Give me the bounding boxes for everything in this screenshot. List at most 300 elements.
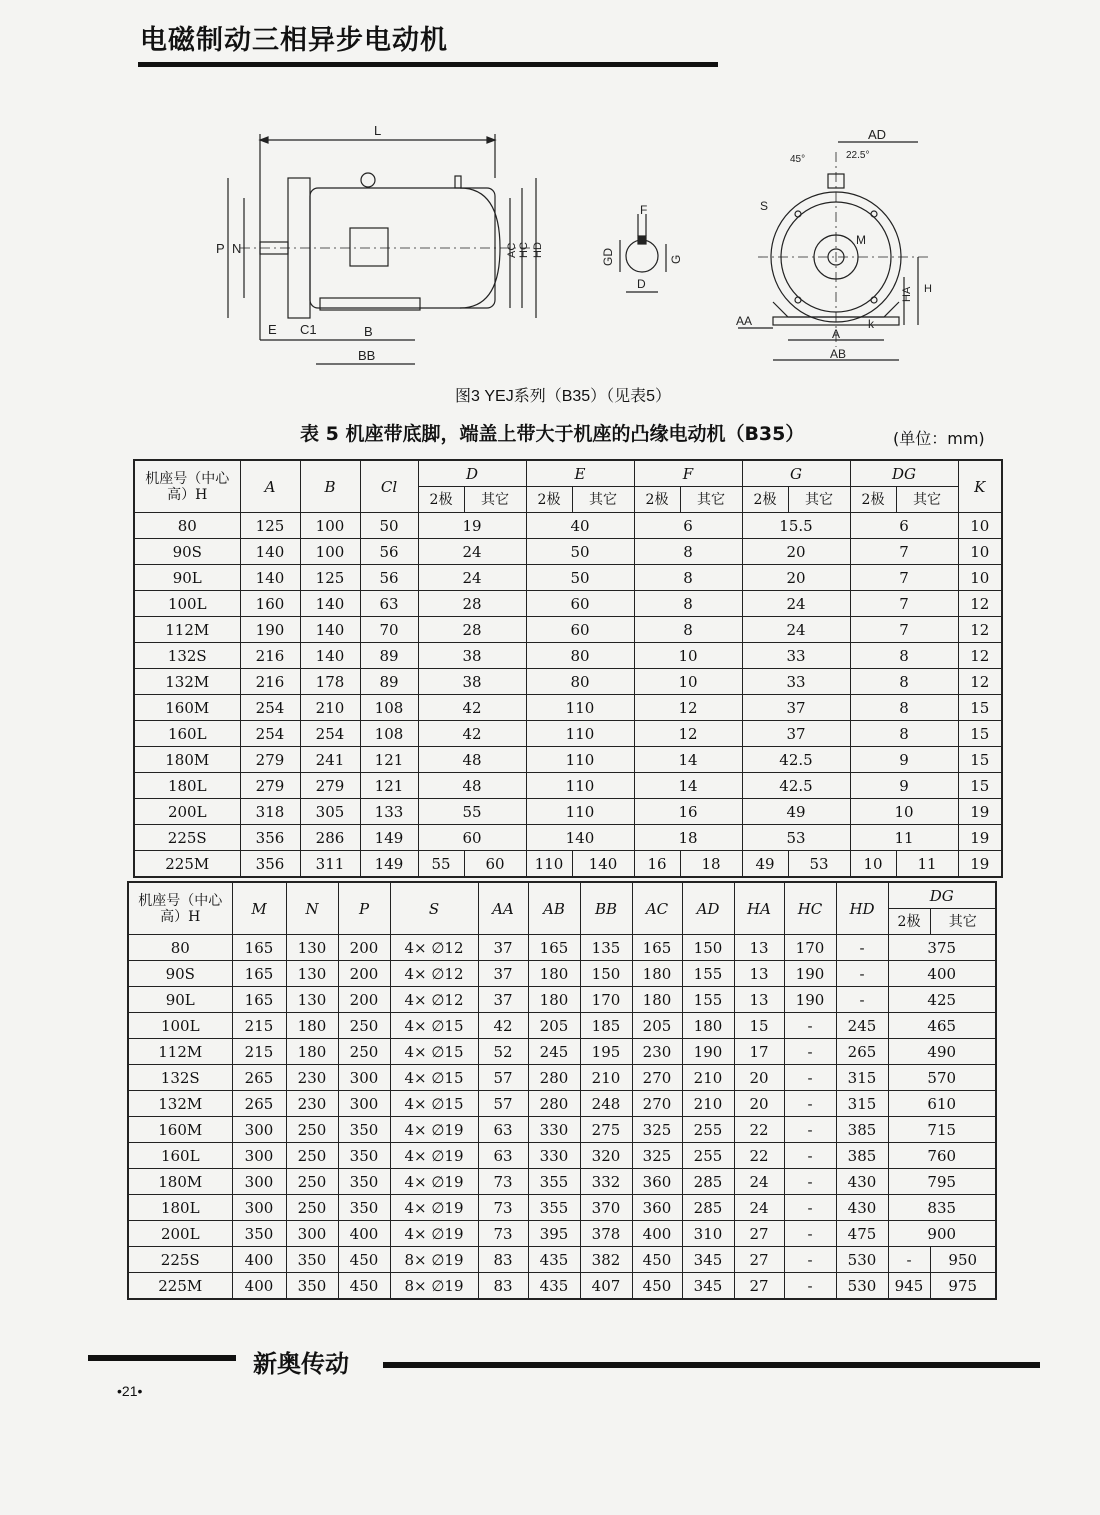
table-cell: 945 [888, 1273, 930, 1300]
table-cell: 356 [240, 851, 300, 878]
table-cell: - [784, 1117, 836, 1143]
table-cell: 350 [286, 1247, 338, 1273]
table-cell: 315 [836, 1091, 888, 1117]
table-cell: 311 [300, 851, 360, 878]
table-cell: - [784, 1039, 836, 1065]
table-cell: 180 [682, 1013, 734, 1039]
table-cell: 254 [240, 695, 300, 721]
col-P: P [338, 882, 390, 935]
table-cell: 6 [850, 513, 958, 539]
table-cell: 190 [240, 617, 300, 643]
unit-label: (单位：mm) [893, 429, 985, 448]
table-cell: 300 [286, 1221, 338, 1247]
table-cell: 27 [734, 1221, 784, 1247]
table-cell: 200 [338, 987, 390, 1013]
table-row [134, 565, 1002, 591]
table-cell: 12 [958, 643, 1002, 669]
table-cell: 265 [836, 1039, 888, 1065]
col-A: A [240, 460, 300, 513]
table-cell: 73 [478, 1195, 528, 1221]
table-row [134, 747, 1002, 773]
table-cell: 285 [682, 1169, 734, 1195]
table-cell: 385 [836, 1143, 888, 1169]
table-cell: 9 [850, 747, 958, 773]
table-cell: 275 [580, 1117, 632, 1143]
dim-G: G [669, 254, 683, 264]
table-row [134, 851, 1002, 878]
col-M: M [232, 882, 286, 935]
table-cell: 112M [134, 617, 240, 643]
table-cell: 160L [128, 1143, 232, 1169]
table-cell: 140 [240, 539, 300, 565]
table-cell: 17 [734, 1039, 784, 1065]
table-cell: 52 [478, 1039, 528, 1065]
table-cell: 19 [418, 513, 526, 539]
table-cell: 400 [888, 961, 996, 987]
side-view-drawing [200, 118, 570, 378]
table-cell: 10 [850, 799, 958, 825]
table-cell: 370 [580, 1195, 632, 1221]
table-cell: 20 [734, 1065, 784, 1091]
table-row [128, 1273, 996, 1300]
table-cell: 60 [526, 617, 634, 643]
table-row [128, 1169, 996, 1195]
table-cell: 160M [134, 695, 240, 721]
table-cell: 80 [128, 935, 232, 961]
table-cell: 200 [338, 935, 390, 961]
table-cell: 18 [680, 851, 742, 878]
table-cell: - [784, 1169, 836, 1195]
dim-M: M [856, 233, 866, 247]
front-view-drawing [728, 122, 958, 372]
table-cell: 12 [634, 721, 742, 747]
table-cell: 140 [240, 565, 300, 591]
table-cell: 100L [128, 1013, 232, 1039]
table-cell: 200L [134, 799, 240, 825]
table-cell: 250 [286, 1195, 338, 1221]
table-cell: 285 [682, 1195, 734, 1221]
table-row [128, 1091, 996, 1117]
table-cell: 407 [580, 1273, 632, 1300]
sub-other: 其它 [572, 487, 634, 513]
table-title: 表 5 机座带底脚，端盖上带大于机座的凸缘电动机（B35） [300, 423, 805, 445]
table-cell: 760 [888, 1143, 996, 1169]
table-row [134, 513, 1002, 539]
table-cell: 60 [526, 591, 634, 617]
sub-other: 其它 [930, 909, 996, 935]
table-cell: 70 [360, 617, 418, 643]
table-cell: 12 [958, 591, 1002, 617]
table-cell: 132M [134, 669, 240, 695]
table-cell: 835 [888, 1195, 996, 1221]
table-cell: 132S [128, 1065, 232, 1091]
table-cell: 24 [742, 617, 850, 643]
table-cell: 165 [232, 987, 286, 1013]
table-row [134, 721, 1002, 747]
table-cell: 180 [286, 1013, 338, 1039]
table-cell: 210 [300, 695, 360, 721]
table-cell: 180 [528, 961, 580, 987]
table-row [134, 539, 1002, 565]
table-cell: 90L [128, 987, 232, 1013]
table-cell: 205 [528, 1013, 580, 1039]
table-row [134, 825, 1002, 851]
table-cell: 250 [286, 1169, 338, 1195]
table-cell: 490 [888, 1039, 996, 1065]
table-cell: 350 [338, 1195, 390, 1221]
table-cell: 20 [742, 539, 850, 565]
table-cell: 265 [232, 1091, 286, 1117]
dim-C1: C1 [300, 322, 317, 337]
table-row [134, 695, 1002, 721]
table-cell: 48 [418, 773, 526, 799]
table-cell: 330 [528, 1143, 580, 1169]
table-cell: 63 [478, 1143, 528, 1169]
table-cell: 7 [850, 617, 958, 643]
table-cell: 16 [634, 851, 680, 878]
sub-2pole: 2极 [634, 487, 680, 513]
table-row [128, 1013, 996, 1039]
table-cell: 53 [788, 851, 850, 878]
table-cell: 135 [580, 935, 632, 961]
table-cell: 24 [418, 539, 526, 565]
table-cell: 37 [478, 961, 528, 987]
table-cell: 8× ∅19 [390, 1247, 478, 1273]
table-cell: 130 [286, 987, 338, 1013]
table-row [134, 669, 1002, 695]
table-cell: 7 [850, 591, 958, 617]
table-cell: 4× ∅15 [390, 1039, 478, 1065]
figure-caption: 图3 YEJ系列（B35）（见表5） [455, 388, 672, 405]
table-cell: 108 [360, 721, 418, 747]
table-cell: 900 [888, 1221, 996, 1247]
table-cell: 42 [418, 721, 526, 747]
table-cell: 150 [682, 935, 734, 961]
table-cell: 9 [850, 773, 958, 799]
table-cell: 4× ∅19 [390, 1195, 478, 1221]
table-cell: 28 [418, 591, 526, 617]
shaft-section-drawing [590, 200, 700, 300]
col-HD: HD [836, 882, 888, 935]
table-cell: 165 [232, 935, 286, 961]
table-cell: 245 [528, 1039, 580, 1065]
table-cell: 100 [300, 513, 360, 539]
table-cell: 350 [338, 1117, 390, 1143]
table-cell: 255 [682, 1117, 734, 1143]
table-row [128, 961, 996, 987]
table-cell: 355 [528, 1195, 580, 1221]
col-K: K [958, 460, 1002, 513]
table-cell: 4× ∅19 [390, 1221, 478, 1247]
table-cell: 950 [930, 1247, 996, 1273]
spec-table-2 [127, 881, 997, 1300]
table-cell: 279 [240, 773, 300, 799]
table-cell: 395 [528, 1221, 580, 1247]
angle-45: 45° [790, 154, 806, 165]
table-cell: 450 [338, 1273, 390, 1300]
table-cell: 180M [134, 747, 240, 773]
table-cell: 241 [300, 747, 360, 773]
table-cell: 210 [682, 1091, 734, 1117]
table-cell: 4× ∅19 [390, 1169, 478, 1195]
sub-2pole: 2极 [526, 487, 572, 513]
table-cell: 450 [338, 1247, 390, 1273]
table-cell: 286 [300, 825, 360, 851]
dim-HD: HD [532, 242, 544, 258]
table-cell: 80 [526, 669, 634, 695]
table-cell: 360 [632, 1169, 682, 1195]
table-cell: 400 [338, 1221, 390, 1247]
table-cell: 178 [300, 669, 360, 695]
footer-rule-right [383, 1362, 1040, 1368]
table-cell: 132M [128, 1091, 232, 1117]
table-cell: 56 [360, 565, 418, 591]
table-cell: 356 [240, 825, 300, 851]
dim-N: N [232, 241, 242, 256]
table-cell: 400 [232, 1273, 286, 1300]
dim-B: B [364, 324, 373, 339]
table-row [128, 1117, 996, 1143]
dim-E: E [268, 322, 277, 337]
table-cell: 350 [338, 1169, 390, 1195]
table-cell: 14 [634, 747, 742, 773]
table-cell: 121 [360, 773, 418, 799]
table-cell: 73 [478, 1169, 528, 1195]
table-cell: 975 [930, 1273, 996, 1300]
table-row [134, 643, 1002, 669]
table-cell: 215 [232, 1013, 286, 1039]
table-cell: 6 [634, 513, 742, 539]
table-cell: 7 [850, 539, 958, 565]
table-row [128, 1195, 996, 1221]
page-number: •21• [117, 1383, 143, 1399]
table-cell: 165 [232, 961, 286, 987]
table-cell: 28 [418, 617, 526, 643]
table-cell: 15.5 [742, 513, 850, 539]
table-cell: 24 [734, 1169, 784, 1195]
table-cell: 149 [360, 825, 418, 851]
sub-other: 其它 [680, 487, 742, 513]
col-C1: Cl [360, 460, 418, 513]
table-cell: 310 [682, 1221, 734, 1247]
table-cell: 4× ∅15 [390, 1013, 478, 1039]
dim-AB: AB [830, 347, 847, 361]
table-cell: 225S [128, 1247, 232, 1273]
table-cell: 190 [784, 961, 836, 987]
table-cell: 20 [734, 1091, 784, 1117]
table-cell: 155 [682, 987, 734, 1013]
table-cell: 180 [632, 961, 682, 987]
table-cell: 160M [128, 1117, 232, 1143]
table-cell: 4× ∅19 [390, 1117, 478, 1143]
table-cell: 8 [850, 669, 958, 695]
table-cell: 180 [528, 987, 580, 1013]
table-row [134, 617, 1002, 643]
table-cell: 13 [734, 935, 784, 961]
table-cell: 90S [134, 539, 240, 565]
sub-other: 其它 [896, 487, 958, 513]
table-cell: 8 [634, 539, 742, 565]
table-cell: 230 [286, 1091, 338, 1117]
table-cell: 280 [528, 1065, 580, 1091]
sub-2pole: 2极 [742, 487, 788, 513]
table-cell: 332 [580, 1169, 632, 1195]
table-cell: 270 [632, 1091, 682, 1117]
table-cell: 375 [888, 935, 996, 961]
table-cell: - [836, 961, 888, 987]
table-cell: 49 [742, 851, 788, 878]
table-cell: 50 [526, 539, 634, 565]
table-cell: 530 [836, 1273, 888, 1300]
table-cell: 132S [134, 643, 240, 669]
table-cell: 190 [682, 1039, 734, 1065]
table-cell: 345 [682, 1247, 734, 1273]
table-cell: 190 [784, 987, 836, 1013]
table-cell: 465 [888, 1013, 996, 1039]
table-cell: 42.5 [742, 747, 850, 773]
dim-AC: AC [506, 242, 518, 258]
table-cell: 37 [478, 987, 528, 1013]
table-cell: 225M [134, 851, 240, 878]
table-cell: 11 [850, 825, 958, 851]
table-cell: 250 [286, 1117, 338, 1143]
table-cell: 11 [896, 851, 958, 878]
table-cell: 305 [300, 799, 360, 825]
table-cell: 155 [682, 961, 734, 987]
angle-22-5: 22.5° [846, 150, 870, 161]
table-row [134, 773, 1002, 799]
table-cell: 300 [338, 1065, 390, 1091]
table-cell: 27 [734, 1273, 784, 1300]
table-cell: 450 [632, 1247, 682, 1273]
table-cell: 378 [580, 1221, 632, 1247]
table-cell: 60 [418, 825, 526, 851]
col-AC: AC [632, 882, 682, 935]
table-row [128, 1247, 996, 1273]
table-row [128, 1039, 996, 1065]
table-row [128, 1143, 996, 1169]
table-cell: 180 [286, 1039, 338, 1065]
table-cell: 279 [240, 747, 300, 773]
table-cell: 110 [526, 721, 634, 747]
table-cell: 12 [958, 617, 1002, 643]
col-E: E [526, 460, 634, 487]
table-cell: 121 [360, 747, 418, 773]
table-cell: 140 [300, 617, 360, 643]
table-cell: 180M [128, 1169, 232, 1195]
table-cell: 610 [888, 1091, 996, 1117]
table-cell: 315 [836, 1065, 888, 1091]
table-cell: 89 [360, 643, 418, 669]
col-AA: AA [478, 882, 528, 935]
table-cell: 10 [958, 513, 1002, 539]
sub-other: 其它 [788, 487, 850, 513]
table-cell: 279 [300, 773, 360, 799]
table-cell: 110 [526, 851, 572, 878]
table-cell: 89 [360, 669, 418, 695]
table-cell: 165 [528, 935, 580, 961]
table-cell: 24 [742, 591, 850, 617]
spec-table-1 [133, 459, 1003, 878]
table-cell: - [784, 1221, 836, 1247]
table-cell: 37 [478, 935, 528, 961]
table-cell: 8 [634, 617, 742, 643]
dim-AA: AA [736, 314, 753, 328]
table-cell: 400 [632, 1221, 682, 1247]
table-cell: 225S [134, 825, 240, 851]
table-cell: 57 [478, 1091, 528, 1117]
footer-rule-left [88, 1355, 236, 1361]
table-cell: 10 [634, 669, 742, 695]
dim-HA: HA [901, 286, 913, 302]
table-cell: 318 [240, 799, 300, 825]
dim-S: S [760, 199, 769, 213]
table-cell: 325 [632, 1117, 682, 1143]
dim-HC: HC [518, 242, 530, 258]
table-cell: 4× ∅12 [390, 935, 478, 961]
col-F: F [634, 460, 742, 487]
col-S: S [390, 882, 478, 935]
table-cell: 4× ∅15 [390, 1065, 478, 1091]
table-cell: 205 [632, 1013, 682, 1039]
table-cell: 80 [134, 513, 240, 539]
table-cell: 15 [734, 1013, 784, 1039]
col-frame: 机座号（中心高）H [134, 460, 240, 513]
table-cell: 130 [286, 935, 338, 961]
table-cell: 200 [338, 961, 390, 987]
table-cell: 125 [300, 565, 360, 591]
table-cell: 170 [580, 987, 632, 1013]
col-HC: HC [784, 882, 836, 935]
col-N: N [286, 882, 338, 935]
table-cell: 38 [418, 669, 526, 695]
table-cell: 430 [836, 1169, 888, 1195]
col-G: G [742, 460, 850, 487]
table-cell: - [784, 1091, 836, 1117]
table-cell: 49 [742, 799, 850, 825]
table-cell: 24 [734, 1195, 784, 1221]
table-cell: 250 [338, 1013, 390, 1039]
table-cell: 300 [232, 1117, 286, 1143]
table-cell: 180L [134, 773, 240, 799]
table-cell: 16 [634, 799, 742, 825]
table-cell: 300 [232, 1169, 286, 1195]
table-cell: 33 [742, 643, 850, 669]
table-cell: 110 [526, 747, 634, 773]
table-cell: 160 [240, 591, 300, 617]
table-cell: 530 [836, 1247, 888, 1273]
dim-A: A [832, 327, 841, 341]
table-cell: 254 [300, 721, 360, 747]
table-cell: 140 [300, 591, 360, 617]
table-cell: 40 [526, 513, 634, 539]
col-HA: HA [734, 882, 784, 935]
table-cell: 270 [632, 1065, 682, 1091]
table-cell: 150 [580, 961, 632, 987]
dim-P: P [216, 241, 225, 256]
table-cell: 350 [232, 1221, 286, 1247]
table-cell: 19 [958, 851, 1002, 878]
table-cell: 19 [958, 799, 1002, 825]
table-cell: 216 [240, 669, 300, 695]
dim-k: k [868, 317, 874, 331]
table-cell: 225M [128, 1273, 232, 1300]
table-cell: 42 [478, 1013, 528, 1039]
table-cell: 4× ∅12 [390, 987, 478, 1013]
table-cell: 22 [734, 1117, 784, 1143]
table-row [134, 799, 1002, 825]
table-cell: 160L [134, 721, 240, 747]
